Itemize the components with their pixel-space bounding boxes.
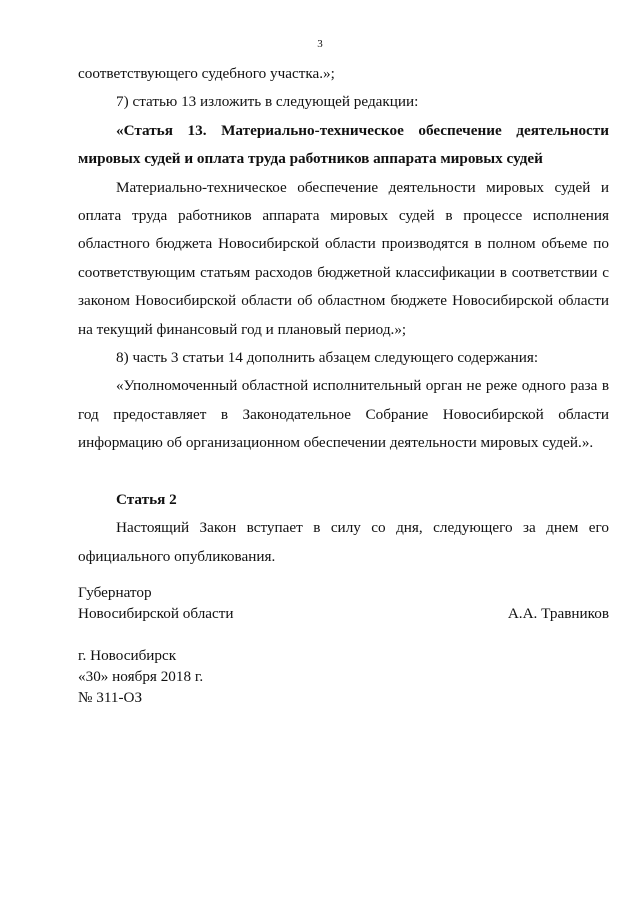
article-13-text: Материально-техническое обеспечение деятельности мировых судей и оплата труда работников аппарата мировых судей в процессе исполнения областного бюджета Новосибирской области производятся в полном объеме по соответствующим статьям расходов бюджетной классификации в соответствии с законом Новосибирской области об областном бюджете Новосибирской области на текущий финансовый год и плановый период.»; [78, 178, 609, 338]
paragraph-item-7: 7) статью 13 изложить в следующей редакции: [116, 93, 419, 111]
signatory-title-line2: Новосибирской области [78, 605, 234, 622]
paragraph-item-8: 8) часть 3 статьи 14 дополнить абзацем следующего содержания: [116, 349, 539, 367]
signatory-row [78, 603, 609, 624]
article-14-addition: «Уполномоченный областной исполнительный орган не реже одного раза в год предоставляет в Законодательное Собрание Новосибирской области информацию об организационном обеспечении деятельности мировых судей.». [78, 377, 609, 452]
document-meta [78, 645, 203, 708]
date: «30» ноября 2018 г. [78, 668, 204, 685]
law-number: № 311-ОЗ [78, 689, 143, 706]
signatory-title-line1: Губернатор [78, 584, 152, 601]
signature-block [78, 582, 609, 624]
article-13-heading: «Статья 13. Материально-техническое обеспечение деятельности мировых судей и оплата труда работников аппарата мировых судей [78, 121, 609, 168]
page-number: 3 [317, 38, 323, 50]
article-2-heading: Статья 2 [116, 490, 177, 508]
signatory-name: А.А. Травников [507, 605, 609, 622]
paragraph-continuation: соответствующего судебного участка.»; [78, 65, 335, 82]
city: г. Новосибирск [78, 647, 177, 664]
document-body [78, 60, 609, 571]
article-2-text: Настоящий Закон вступает в силу со дня, следующего за днем его официального опубликования. [78, 519, 609, 565]
